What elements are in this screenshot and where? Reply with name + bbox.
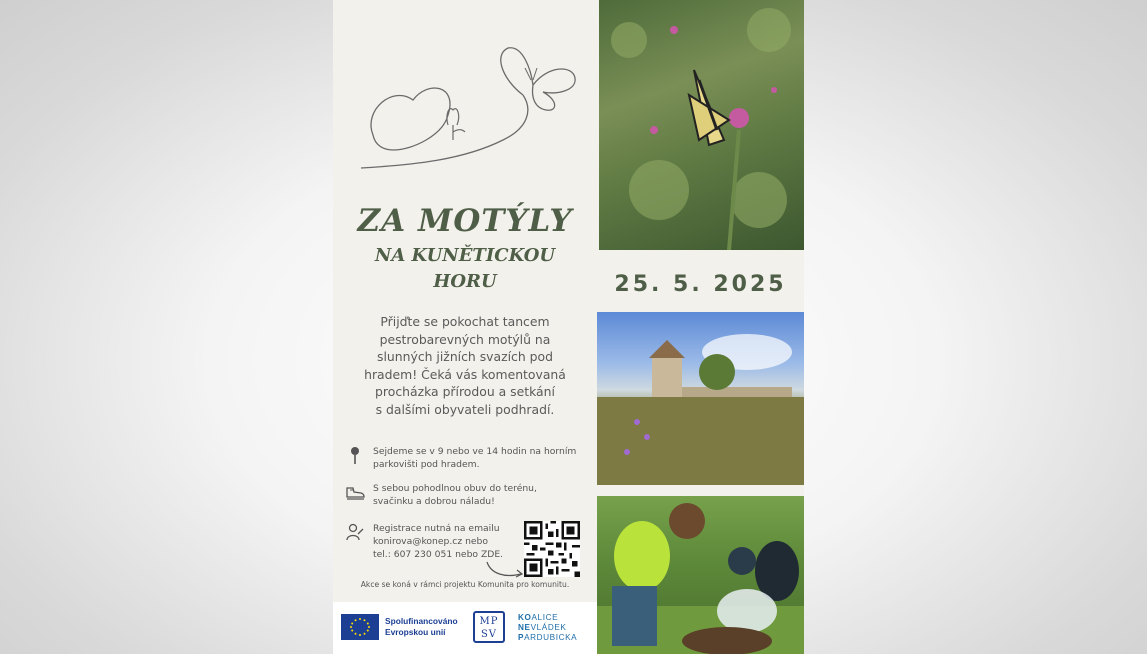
poster-title: ZA MOTÝLY (357, 203, 573, 239)
project-note: Akce se koná v rámci projektu Komunita pro komunitu. (360, 580, 570, 589)
person-icon (345, 522, 365, 542)
intro-line: pestrobarevných motýlů na (379, 331, 551, 347)
eu-flag-icon (341, 614, 379, 640)
intro-line: hradem! Čeká vás komentovaná (364, 366, 566, 382)
subtitle-line-2: HORU (433, 271, 497, 292)
subtitle-line-1: NA KUNĚTICKOU (374, 245, 556, 266)
curved-arrow-icon (483, 558, 527, 580)
kona-bold: KO (518, 613, 532, 622)
hiking-boot-icon (345, 482, 365, 502)
poster-left-column (333, 0, 597, 654)
mpsv-top: MP (479, 616, 499, 627)
castle-photo-art (597, 312, 804, 485)
kona-rest: VLÁDEK (530, 623, 567, 632)
kunetice-castle-photo (597, 312, 804, 485)
info-equipment (345, 482, 595, 508)
mpsv-bottom: SV (480, 629, 498, 640)
poster-right-column (597, 0, 804, 654)
info-text-line: konirova@konep.cz nebo (373, 536, 489, 547)
kona-bold: NE (518, 623, 531, 632)
intro-line: Přijďte se pokochat tancem (380, 314, 550, 329)
event-poster (333, 0, 804, 654)
info-text-line: tel.: 607 230 051 nebo ZDE. (373, 549, 504, 560)
event-date: 25. 5. 2025 (614, 272, 787, 297)
eu-text-line: Evropskou unií (385, 627, 446, 637)
children-exploring-photo (597, 496, 804, 654)
intro-line: slunných jižních svazích pod (377, 349, 553, 364)
info-meeting (345, 445, 595, 471)
info-text-line: Sejdeme se v 9 nebo ve 14 hodin na horním (373, 446, 577, 457)
info-text-line: svačinku a dobrou náladu! (373, 496, 495, 507)
intro-line: procházka přírodou a setkání (375, 384, 555, 399)
intro-line: s dalšími obyvateli podhradí. (375, 401, 555, 417)
map-pin-icon (345, 445, 365, 465)
kona-rest: ALICE (531, 613, 559, 622)
butterfly-photo-art (599, 0, 804, 250)
kona-rest: ARDUBICKA (524, 633, 578, 642)
mpsv-logo (473, 611, 505, 643)
sponsor-logos (333, 602, 597, 654)
kona-bold: P (518, 633, 525, 642)
butterfly-on-thistle-photo (599, 0, 804, 250)
registration-qr-code[interactable] (524, 521, 580, 577)
info-text-line: Registrace nutná na emailu (373, 523, 500, 534)
info-registration (345, 522, 515, 561)
butterfly-heart-doodle-icon (353, 40, 583, 180)
intro-text (351, 313, 579, 418)
eu-cofunded-label (385, 616, 458, 638)
eu-text-line: Spolufinancováno (385, 616, 458, 626)
info-text-line: parkovišti pod hradem. (373, 459, 480, 470)
kona-logo (518, 613, 577, 643)
info-text-line: S sebou pohodlnou obuv do terénu, (373, 483, 537, 494)
poster-subtitle (333, 243, 597, 295)
children-photo-art (597, 496, 804, 654)
